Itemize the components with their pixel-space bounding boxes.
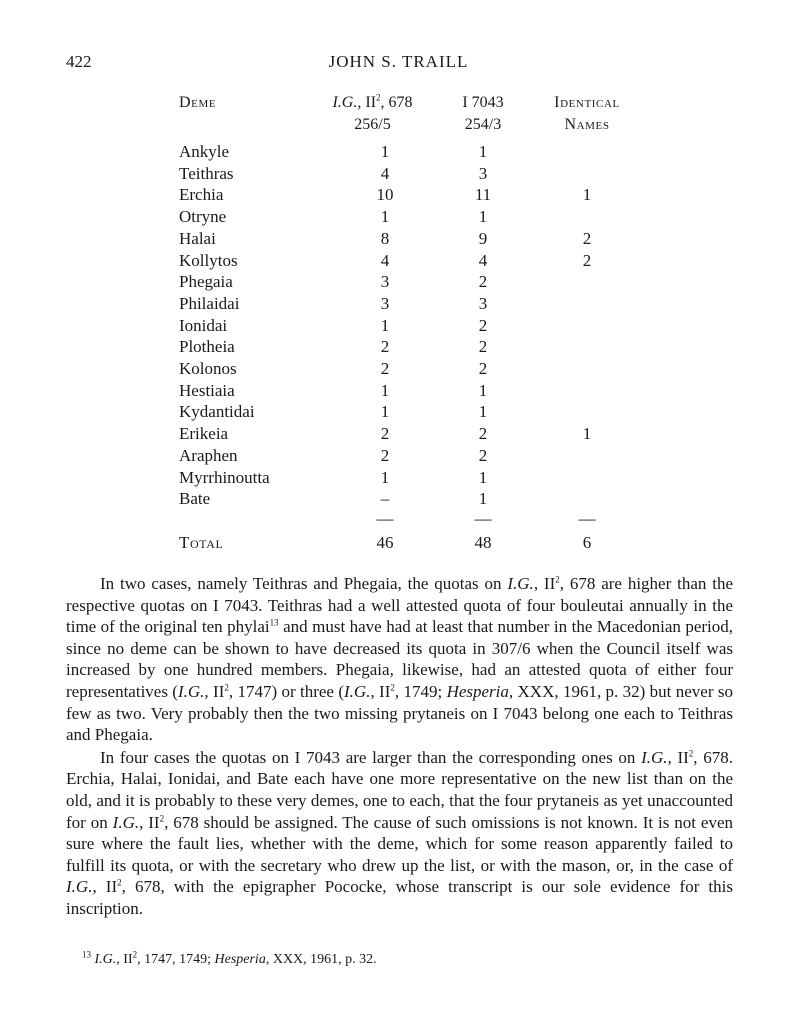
- body-text: [66, 573, 733, 921]
- deme-name: Araphen: [179, 445, 238, 465]
- i7043-quota: 9: [478, 228, 488, 248]
- table-row: [0, 488, 797, 510]
- table-row: [0, 380, 797, 402]
- ig-quota: 4: [380, 163, 390, 183]
- deme-name: Kydantidai: [179, 402, 255, 422]
- text-run-italic: I.G.: [177, 681, 205, 701]
- i7043-quota: 1: [478, 402, 488, 422]
- text-run: In four cases the quotas on I 7043 are larger than the corresponding ones on: [100, 747, 642, 767]
- deme-name: Ankyle: [179, 142, 230, 161]
- col-head-identical-names: [532, 92, 642, 136]
- text-run: , II: [139, 812, 160, 832]
- total-identical: 6: [582, 533, 592, 552]
- text-run: , II: [204, 681, 225, 701]
- table-row: [0, 467, 797, 489]
- col-head-ig-line1: I.G., $II^2$, 678: [332, 92, 413, 111]
- text-run: , II: [92, 877, 118, 897]
- superscript: 2: [117, 877, 122, 888]
- ig-quota: 1: [380, 142, 390, 161]
- col-head-i7043-line2: 254/3: [464, 116, 502, 133]
- col-head-ig-line2: 256/5: [354, 116, 391, 133]
- identical-names-count: 1: [582, 185, 592, 205]
- superscript: 2: [132, 949, 138, 960]
- deme-name: Hestiaia: [179, 380, 235, 400]
- table-row: [0, 315, 797, 337]
- ig-quota: 1: [380, 380, 390, 400]
- text-run: , 678. Erchia, Halai, Ionidai, and Bate each have one more representative on the new list than on the old, and it is probably to these very demes, one to each, that the four prytaneis as yet unaccounted for on: [66, 747, 733, 832]
- deme-name: Otryne: [179, 207, 227, 227]
- ig-quota: 10: [376, 185, 394, 205]
- deme-name: Halai: [179, 228, 216, 248]
- deme-name: Phegaia: [179, 272, 233, 292]
- footnote-13: [82, 949, 377, 968]
- text-run: , 1747) or three (: [228, 681, 344, 701]
- text-run-italic: I.G.: [66, 877, 93, 897]
- ig-quota: 1: [380, 467, 390, 487]
- total-ig: 46: [376, 533, 394, 552]
- table-row: [0, 401, 797, 423]
- text-run: , 1749;: [394, 681, 447, 701]
- deme-name: Erikeia: [179, 424, 229, 444]
- col-head-deme: [179, 92, 269, 114]
- paragraph-1: [66, 573, 733, 746]
- footnote-number: 13: [82, 949, 91, 960]
- text-run: , II: [533, 574, 556, 593]
- deme-name: Kollytos: [179, 250, 238, 270]
- ig-quota: 3: [380, 272, 390, 292]
- text-run-italic: Hesperia: [214, 952, 266, 967]
- identical-names-count: 2: [582, 250, 592, 270]
- superscript: 2: [224, 682, 229, 693]
- col-head-deme-label: Deme: [179, 94, 217, 111]
- table-row: [0, 250, 797, 272]
- i7043-quota: 2: [478, 315, 488, 335]
- table-row: [0, 206, 797, 228]
- text-run: , II: [370, 681, 391, 701]
- total-row: [0, 532, 797, 554]
- i7043-quota: 3: [478, 163, 488, 183]
- col-head-i7043: [428, 92, 538, 136]
- col-head-identical-line1: Identical: [554, 94, 620, 111]
- col-head-ig: [310, 92, 435, 136]
- deme-name: Plotheia: [179, 337, 235, 357]
- i7043-quota: 1: [478, 489, 488, 509]
- i7043-quota: 2: [478, 424, 488, 444]
- text-run: and must have had at least that number in the Macedonian period, since no deme can be shown to have decreased its quota in 307/6 when the Council itself was increased by one hundred members. Phegaia, likewise, had an attested quota of either four representatives (: [66, 617, 734, 701]
- table-row: [0, 184, 797, 206]
- text-run-italic: I.G.: [344, 681, 371, 701]
- text-run-italic: Hesperia: [446, 681, 509, 701]
- ig-quota: 1: [380, 402, 390, 422]
- table-row: [0, 141, 797, 163]
- i7043-quota: 2: [478, 445, 488, 465]
- text-run: , 678 should be assigned. The cause of such omissions is not known. It is not even sure where the fault lies, whether with the deme, which for some reason apparently failed to fulfill its quota, or with the secretary who drew up the list, or with the mason, or, in the case of: [66, 812, 733, 875]
- i7043-quota: 2: [478, 337, 488, 357]
- i7043-quota: 1: [478, 380, 488, 400]
- i7043-quota: 1: [478, 142, 488, 161]
- i7043-quota: 3: [478, 293, 488, 313]
- col-head-identical-line2: Names: [564, 116, 610, 133]
- text-run-italic: I.G.: [507, 574, 534, 593]
- table-row: [0, 445, 797, 467]
- rule-mark: —: [376, 509, 394, 528]
- ig-quota: 8: [380, 228, 390, 248]
- identical-names-count: 2: [582, 228, 592, 248]
- rule-mark: —: [474, 509, 492, 528]
- text-run: , II: [116, 952, 133, 967]
- table-row: [0, 358, 797, 380]
- text-run: , XXX, 1961, p. 32.: [265, 952, 377, 967]
- ig-quota: 1: [380, 207, 390, 227]
- ig-quota: 1: [380, 315, 390, 335]
- text-run: , XXX, 1961, p. 32) but never so few as two. Very probably then the two missing prytaneis on I 7043 belong one each to Teithras and Phegaia.: [66, 681, 733, 745]
- table-row: [0, 336, 797, 358]
- superscript: 2: [555, 574, 560, 585]
- table-row: [0, 293, 797, 315]
- col-head-i7043-line1: I 7043: [462, 94, 504, 111]
- text-run: , 1747, 1749;: [137, 952, 215, 967]
- ig-quota: –: [380, 489, 390, 509]
- deme-name: Teithras: [179, 163, 234, 183]
- deme-name: Philaidai: [179, 293, 240, 313]
- text-run-italic: I.G.: [112, 812, 140, 832]
- table-row: [0, 228, 797, 250]
- ig-quota: 3: [380, 293, 390, 313]
- running-head: JOHN S. TRAILL: [328, 52, 469, 71]
- table-row: [0, 423, 797, 445]
- page-number: 422: [66, 52, 92, 71]
- footnote-ref: 13: [269, 617, 279, 628]
- ig-quota: 2: [380, 337, 390, 357]
- i7043-quota: 4: [478, 250, 488, 270]
- i7043-quota: 2: [478, 359, 488, 378]
- deme-name: Kolonos: [179, 359, 237, 378]
- ig-quota: 2: [380, 424, 390, 444]
- superscript: 2: [390, 682, 395, 693]
- text-run: , II: [667, 747, 689, 767]
- deme-name: Erchia: [179, 185, 224, 205]
- deme-name: Myrrhinoutta: [179, 467, 270, 487]
- superscript: 2: [688, 748, 694, 759]
- total-label: Total: [179, 533, 224, 552]
- identical-names-count: 1: [582, 424, 592, 444]
- i7043-quota: 11: [474, 185, 492, 205]
- page-header: [0, 52, 797, 78]
- text-run-italic: I.G.: [94, 952, 117, 967]
- i7043-quota: 1: [478, 207, 488, 227]
- table-row: [0, 163, 797, 185]
- text-run: In two cases, namely Teithras and Phegaia, the quotas on: [100, 574, 508, 593]
- text-run-italic: I.G.: [641, 747, 668, 767]
- total-i7043: 48: [474, 533, 492, 552]
- text-run: , 678 are higher than the respective quotas on I 7043. Teithras had a well attested quota of four bouleutai annually in the time of the original ten phylai: [66, 574, 734, 637]
- deme-name: Bate: [179, 489, 211, 509]
- rule-mark: —: [578, 509, 596, 528]
- ig-quota: 2: [380, 359, 390, 378]
- ig-quota: 4: [380, 250, 390, 270]
- paragraph-2: [66, 747, 733, 920]
- text-run: , 678, with the epigrapher Pococke, whose transcript is our sole evidence for this inscription.: [66, 877, 733, 918]
- i7043-quota: 2: [478, 272, 488, 292]
- table-row: [0, 271, 797, 293]
- superscript: 2: [159, 812, 165, 823]
- ig-quota: 2: [380, 445, 390, 465]
- deme-name: Ionidai: [179, 315, 228, 335]
- i7043-quota: 1: [478, 467, 488, 487]
